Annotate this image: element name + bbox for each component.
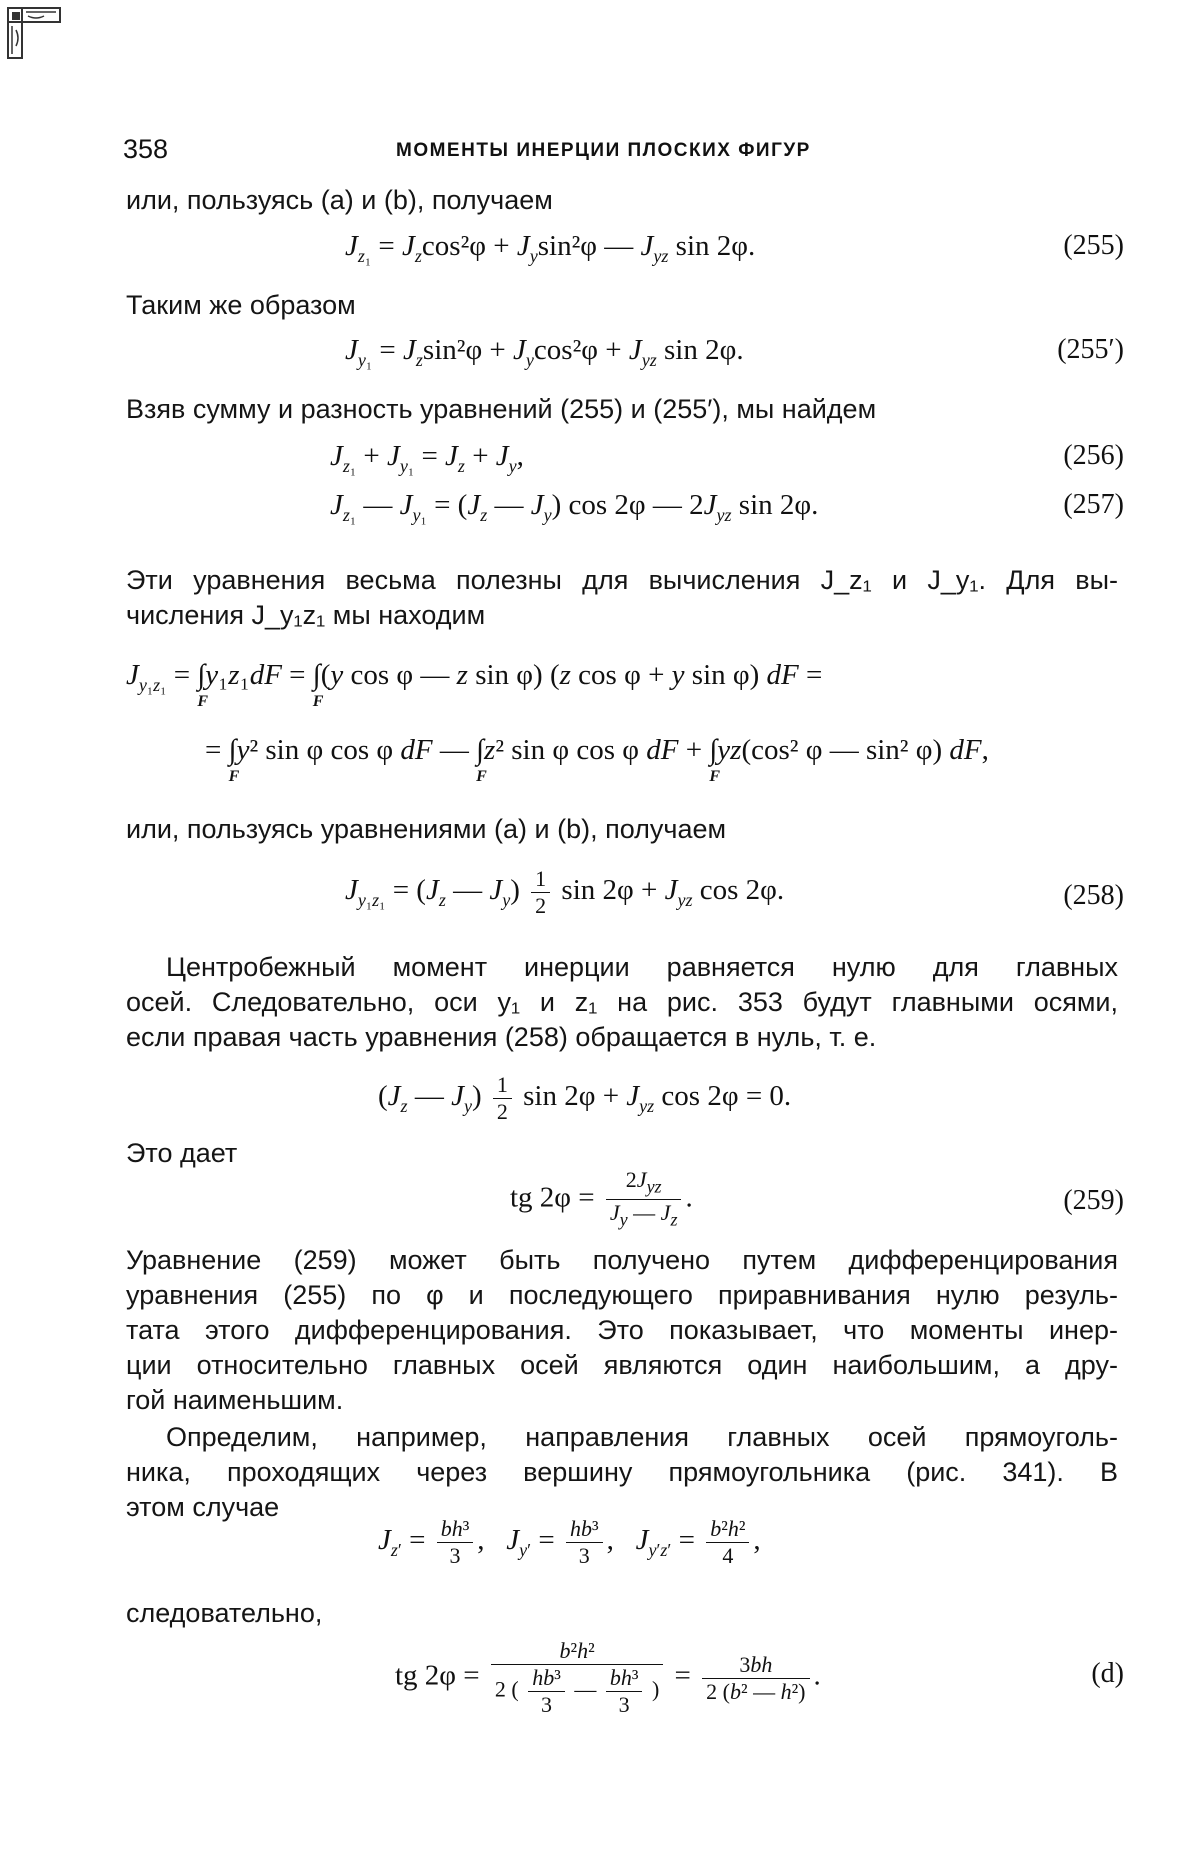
paragraph-useful-line2: числения J_y₁z₁ мы находим bbox=[126, 600, 486, 630]
paragraph-intro: или, пользуясь (a) и (b), получаем bbox=[126, 185, 553, 215]
equation-256: $J_{z_1} + J_{y_1} = J_z + J_y$, (256) bbox=[330, 440, 1124, 476]
equation-d: tg 2φ = b²h² 2 ( $\frac{\text{hb³}}{3}$ — $\frac{\text{bh³}}{3}$ ) = $\frac{3bh}{\text{2 (b² — h²)}}$ . (d) bbox=[395, 1638, 1124, 1717]
paragraph-centrifugal-line3: если правая часть уравнения (258) обращается в нуль, т. е. bbox=[126, 1022, 877, 1052]
page-number: 358 bbox=[123, 134, 169, 164]
paragraph-using-equations: или, пользуясь уравнениями (a) и (b), получаем bbox=[126, 814, 727, 844]
corner-ornament-icon bbox=[6, 6, 66, 62]
paragraph-rectangle: Определим, например, направления главных осей прямоуголь- bbox=[166, 1422, 1118, 1452]
paragraph-sum-difference: Взяв сумму и разность уравнений (255) и (255′), мы найдем bbox=[126, 394, 877, 424]
paragraph-differentiation-line3: тата этого дифференцирования. Это показывает, что моменты инер- bbox=[126, 1315, 1118, 1345]
paragraph-differentiation-line2: уравнения (255) по φ и последующего приравнивания нулю резуль- bbox=[126, 1280, 1118, 1310]
equation-zero-condition: ($J_z$ — $J_y$) $\frac{1}{2}$ $\sin 2\varphi + J_{yz}$ cos 2φ = 0. bbox=[378, 1072, 792, 1124]
paragraph-centrifugal-line2: осей. Следовательно, оси y₁ и z₁ на рис. 353 будут главными осями, bbox=[126, 987, 1118, 1017]
paragraph-rectangle-line3: этом случае bbox=[126, 1492, 280, 1522]
paragraph-this-gives: Это дает bbox=[126, 1138, 238, 1168]
paragraph-consequently: следовательно, bbox=[126, 1598, 323, 1628]
equation-number: (259) bbox=[1063, 1185, 1124, 1216]
equation-integral-2: = ∫ F y² sin φ cos φ dF — ∫ F z² sin φ cos φ dF + ∫ F yz(cos² φ — sin² φ) dF, bbox=[205, 734, 989, 785]
equation-number: (d) bbox=[1091, 1658, 1124, 1689]
paragraph-useful: Эти уравнения весьма полезны для вычисления J_z₁ и J_y₁. Для вы- bbox=[126, 565, 1118, 595]
paragraph-rectangle-line2: ника, проходящих через вершину прямоугольника (рис. 341). В bbox=[126, 1457, 1118, 1487]
equation-number: (255′) bbox=[1057, 334, 1124, 365]
paragraph-differentiation-line5: гой наименьшим. bbox=[126, 1385, 344, 1415]
equation-255-prime: $J_{y_1} = J_z\sin^2\varphi + J_y\cos^2\varphi + J_{yz}$ sin 2φ. (255′) bbox=[345, 334, 1124, 370]
equation-257: $J_{z_1}$ — $J_{y_1} = (J_z$ — $J_y$) cos 2φ — $2J_{yz}$ sin 2φ. (257) bbox=[330, 489, 1124, 525]
paragraph-centrifugal: Центробежный момент инерции равняется нулю для главных bbox=[166, 952, 1118, 982]
equation-number: (258) bbox=[1063, 880, 1124, 911]
equation-255: $J_{z_1} = J_z\cos^2\varphi + J_y\sin^2\varphi$ — $J_{yz}$ sin 2φ. (255) bbox=[345, 230, 1124, 266]
equation-258: $J_{y_1z_1} = (J_z$ — $J_y$) $\frac{1}{2}$ $\sin 2\varphi + J_{yz}$ cos 2φ. (258) bbox=[345, 866, 1124, 918]
paragraph-differentiation: Уравнение (259) может быть получено путем дифференцирования bbox=[126, 1245, 1118, 1275]
running-title: МОМЕНТЫ ИНЕРЦИИ ПЛОСКИХ ФИГУР bbox=[396, 140, 811, 161]
equation-number: (256) bbox=[1063, 440, 1124, 471]
paragraph-differentiation-line4: ции относительно главных осей являются один наибольшим, а дру- bbox=[126, 1350, 1118, 1380]
equation-number: (255) bbox=[1063, 230, 1124, 261]
equation-integral-1: $J_{y_1z_1}$ = ∫ F y₁z₁dF = ∫ F (y cos φ — z sin φ) (z cos φ + y sin φ) dF = bbox=[126, 659, 823, 710]
equation-number: (257) bbox=[1063, 489, 1124, 520]
paragraph-similarly: Таким же образом bbox=[126, 290, 356, 320]
equation-259: tg 2φ = $\frac{2J_{yz}}{J_y — J_z}$ . (259) bbox=[510, 1167, 1124, 1230]
equation-rectangle-moments: $J_{z'}$ = $\frac{\text{bh³}}{3}$ , $J_{y'}$ = $\frac{\text{hb³}}{3}$ , $J_{y'z'}$ = $\frac{\text{b²h²}}{4}$ , bbox=[378, 1516, 761, 1568]
